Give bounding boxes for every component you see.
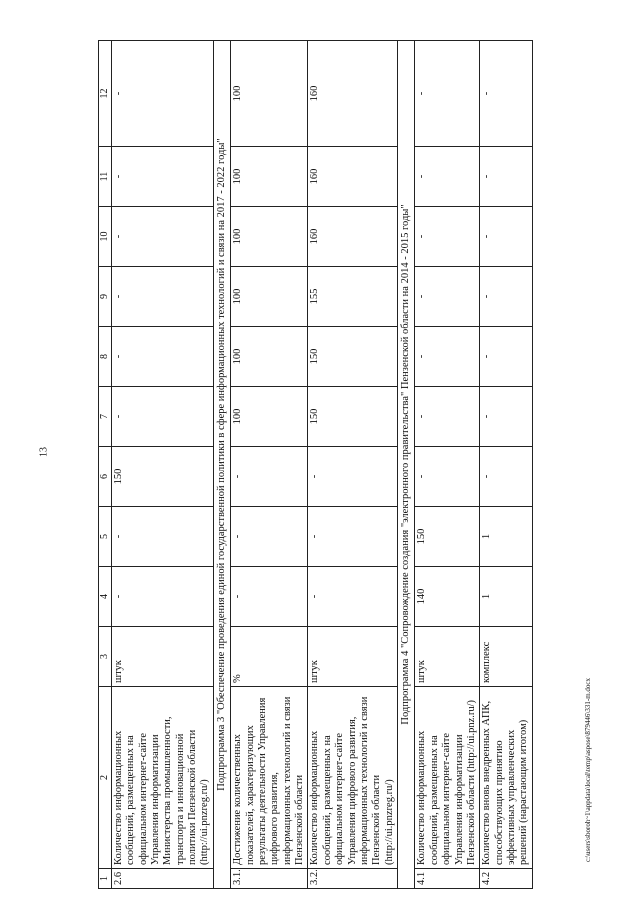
value-cell: - bbox=[415, 387, 480, 447]
value-cell: - bbox=[111, 41, 213, 147]
value-cell: - bbox=[111, 387, 213, 447]
column-number: 2 bbox=[99, 687, 112, 869]
value-cell: - bbox=[111, 507, 213, 567]
column-number: 7 bbox=[99, 387, 112, 447]
value-cell: - bbox=[480, 207, 533, 267]
value-cell: - bbox=[480, 147, 533, 207]
subprogram-row bbox=[213, 41, 230, 889]
value-cell: 150 bbox=[308, 387, 398, 447]
value-cell: 160 bbox=[308, 207, 398, 267]
column-number: 12 bbox=[99, 41, 112, 147]
row-number: 4.2 bbox=[480, 869, 533, 889]
subprogram-title: Подпрограмма 4 "Сопровождение создания "электронного правительства" Пензенской области на 2014 - 2015 годы" bbox=[398, 41, 415, 889]
indicator-name: Количество вновь внедренных АПК, способствующих принятию эффективных управленческих решений (нарастающим итогом) bbox=[480, 687, 533, 869]
row-number: 3.2. bbox=[308, 869, 398, 889]
table-row bbox=[480, 41, 533, 889]
value-cell: 1 bbox=[480, 507, 533, 567]
column-number: 8 bbox=[99, 327, 112, 387]
value-cell: - bbox=[231, 567, 308, 627]
subprogram-title: Подпрограмма 3 "Обеспечение проведения единой государственной политики в сфере информационных технологий и связи на 2017 - 2022 годы" bbox=[213, 41, 230, 889]
column-number: 9 bbox=[99, 267, 112, 327]
value-cell: 150 bbox=[308, 327, 398, 387]
value-cell: 140 bbox=[415, 567, 480, 627]
value-cell: - bbox=[111, 267, 213, 327]
value-cell: 100 bbox=[231, 387, 308, 447]
unit-cell: штук bbox=[111, 627, 213, 687]
value-cell: - bbox=[415, 447, 480, 507]
row-number: 4.1 bbox=[415, 869, 480, 889]
value-cell: 100 bbox=[231, 267, 308, 327]
value-cell: - bbox=[415, 327, 480, 387]
column-number: 3 bbox=[99, 627, 112, 687]
indicators-table bbox=[98, 40, 533, 889]
value-cell: 160 bbox=[308, 147, 398, 207]
page-number: 13 bbox=[38, 447, 50, 457]
column-number: 6 bbox=[99, 447, 112, 507]
indicator-name: Количество информационных сообщений, размещенных на официальном интернет-сайте Управления цифрового развития, информационных технологий и связи Пензенской области (http://ui.pnzreg.ru/) bbox=[308, 687, 398, 869]
column-number: 4 bbox=[99, 567, 112, 627]
indicator-name: Количество информационных сообщений, размещенных на официальном интернет-сайте Управления информатизации Министерства промышленности, транспорта и инновационной политики Пензенской области (http://ui.pnzreg.ru/) bbox=[111, 687, 213, 869]
value-cell: - bbox=[480, 327, 533, 387]
value-cell: - bbox=[308, 507, 398, 567]
indicator-name: Количество информационных сообщений, размещенных на официальном интернет-сайте Управления информатизации Пензенской области (http://ui.pnz.ru/) bbox=[415, 687, 480, 869]
rotated-table-container bbox=[98, 41, 546, 889]
indicator-name: Достижение количественных показателей, характеризующих результаты деятельности Управления цифрового развития, информационных технологий и связи Пензенской области bbox=[231, 687, 308, 869]
unit-cell: штук bbox=[308, 627, 398, 687]
value-cell: 100 bbox=[231, 327, 308, 387]
value-cell: - bbox=[480, 267, 533, 327]
table-row bbox=[308, 41, 398, 889]
value-cell: 1 bbox=[480, 567, 533, 627]
subprogram-row bbox=[398, 41, 415, 889]
column-number: 1 bbox=[99, 869, 112, 889]
value-cell: - bbox=[231, 507, 308, 567]
unit-cell: % bbox=[231, 627, 308, 687]
value-cell: - bbox=[111, 207, 213, 267]
value-cell: 160 bbox=[308, 41, 398, 147]
table-header-row bbox=[99, 41, 112, 889]
value-cell: - bbox=[415, 267, 480, 327]
column-number: 5 bbox=[99, 507, 112, 567]
value-cell: - bbox=[480, 387, 533, 447]
value-cell: - bbox=[415, 207, 480, 267]
value-cell: - bbox=[415, 147, 480, 207]
row-number: 2.6 bbox=[111, 869, 213, 889]
value-cell: - bbox=[111, 147, 213, 207]
value-cell: - bbox=[415, 41, 480, 147]
footer-file-path: c:\users\sboroh~1\appdata\local\temp\aspose\879446\331-m.docx bbox=[584, 678, 592, 862]
value-cell: 150 bbox=[415, 507, 480, 567]
table-row bbox=[231, 41, 308, 889]
table-row bbox=[111, 41, 213, 889]
unit-cell: комплекс bbox=[480, 627, 533, 687]
value-cell: 100 bbox=[231, 207, 308, 267]
column-number: 11 bbox=[99, 147, 112, 207]
value-cell: - bbox=[111, 327, 213, 387]
value-cell: 100 bbox=[231, 147, 308, 207]
value-cell: 150 bbox=[111, 447, 213, 507]
value-cell: - bbox=[480, 41, 533, 147]
value-cell: - bbox=[308, 567, 398, 627]
column-number: 10 bbox=[99, 207, 112, 267]
value-cell: - bbox=[231, 447, 308, 507]
value-cell: 155 bbox=[308, 267, 398, 327]
value-cell: - bbox=[480, 447, 533, 507]
value-cell: 100 bbox=[231, 41, 308, 147]
unit-cell: штук bbox=[415, 627, 480, 687]
row-number: 3.1. bbox=[231, 869, 308, 889]
value-cell: - bbox=[308, 447, 398, 507]
value-cell: - bbox=[111, 567, 213, 627]
table-row bbox=[415, 41, 480, 889]
